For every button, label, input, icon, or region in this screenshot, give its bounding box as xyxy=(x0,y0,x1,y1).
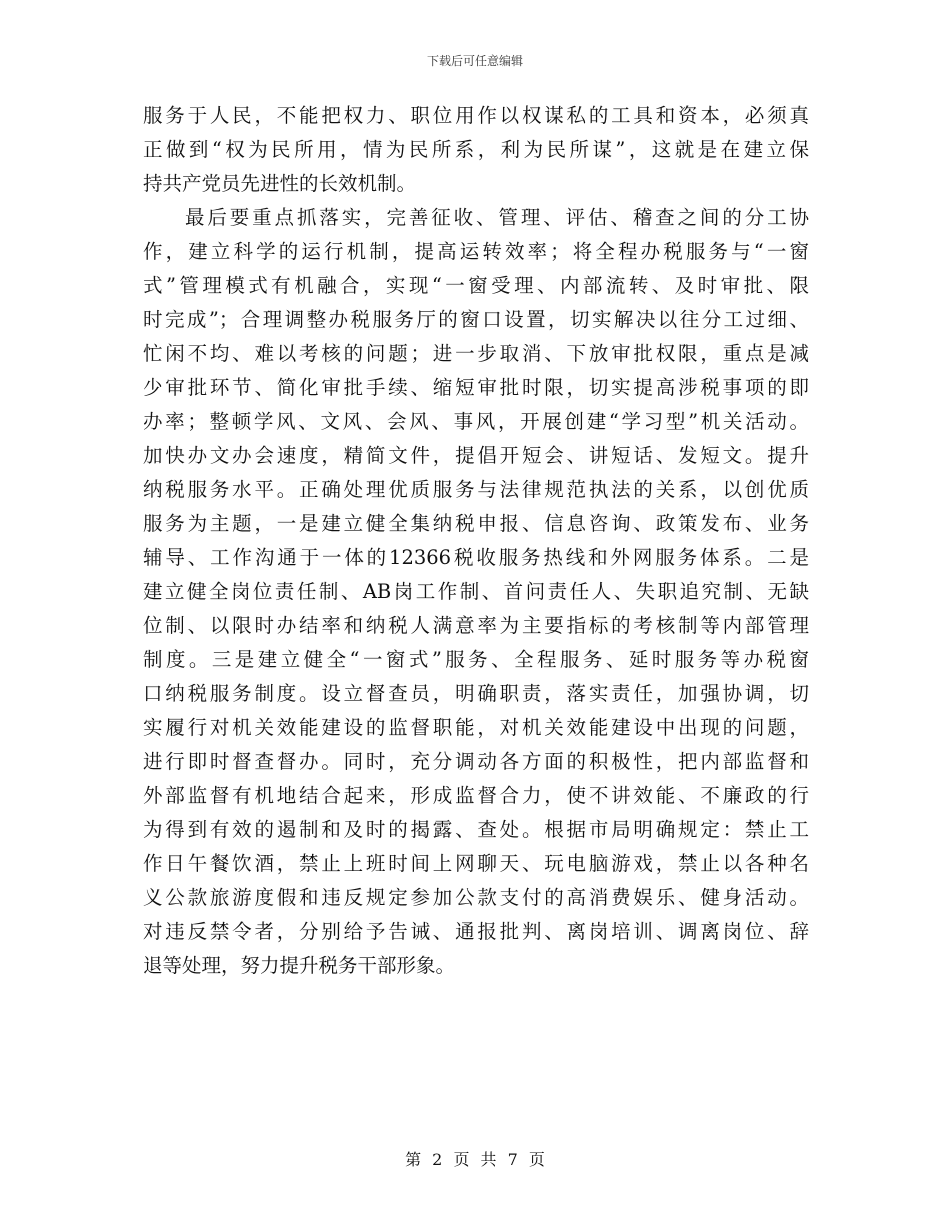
body-line: 少审批环节、简化审批手续、缩短审批时限，切实提高涉税事项的即 xyxy=(143,376,809,399)
body-line: 时完成”；合理调整办税服务厅的窗口设置，切实解决以往分工过细、 xyxy=(143,308,809,331)
body-line: 进行即时督查督办。同时，充分调动各方面的积极性，把内部监督和 xyxy=(143,750,809,773)
body-line: 对违反禁令者，分别给予告诫、通报批判、离岗培训、调离岗位、辞 xyxy=(143,920,809,943)
page-number-footer: 第 2 页 共 7 页 xyxy=(405,1150,545,1169)
body-line: 最后要重点抓落实，完善征收、管理、评估、稽查之间的分工协 xyxy=(185,206,809,229)
body-line: 纳税服务水平。正确处理优质服务与法律规范执法的关系，以创优质 xyxy=(143,478,809,501)
page-header: 下载后可任意编辑 xyxy=(426,54,523,68)
body-line: 口纳税服务制度。设立督查员，明确职责，落实责任，加强协调，切 xyxy=(143,682,809,705)
body-line: 义公款旅游度假和违反规定参加公款支付的高消费娱乐、健身活动。 xyxy=(143,886,809,909)
body-line: 服务于人民，不能把权力、职位用作以权谋私的工具和资本，必须真 xyxy=(143,104,809,127)
body-line: 办率；整顿学风、文风、会风、事风，开展创建“学习型”机关活动。 xyxy=(143,410,809,433)
body-line: 持共产党员先进性的长效机制。 xyxy=(143,172,417,195)
body-line: 退等处理，努力提升税务干部形象。 xyxy=(143,954,456,977)
body-line: 加快办文办会速度，精简文件，提倡开短会、讲短话、发短文。提升 xyxy=(143,444,809,467)
body-line: 辅导、工作沟通于一体的12366税收服务热线和外网服务体系。二是 xyxy=(143,546,809,569)
body-line: 实履行对机关效能建设的监督职能，对机关效能建设中出现的问题， xyxy=(143,716,809,739)
body-line: 忙闲不均、难以考核的问题；进一步取消、下放审批权限，重点是减 xyxy=(143,342,809,365)
body-line: 正做到“权为民所用，情为民所系，利为民所谋”，这就是在建立保 xyxy=(143,138,809,161)
document-body xyxy=(143,99,809,983)
body-line: 式”管理模式有机融合，实现“一窗受理、内部流转、及时审批、限 xyxy=(143,274,809,297)
body-line: 位制、以限时办结率和纳税人满意率为主要指标的考核制等内部管理 xyxy=(143,614,809,637)
body-line: 服务为主题，一是建立健全集纳税申报、信息咨询、政策发布、业务 xyxy=(143,512,809,535)
body-line: 作日午餐饮酒，禁止上班时间上网聊天、玩电脑游戏，禁止以各种名 xyxy=(143,852,809,875)
body-line: 外部监督有机地结合起来，形成监督合力，使不讲效能、不廉政的行 xyxy=(143,784,809,807)
body-line: 为得到有效的遏制和及时的揭露、查处。根据市局明确规定：禁止工 xyxy=(143,818,809,841)
body-line: 建立健全岗位责任制、AB岗工作制、首问责任人、失职追究制、无缺 xyxy=(143,580,809,603)
body-line: 制度。三是建立健全“一窗式”服务、全程服务、延时服务等办税窗 xyxy=(143,648,809,671)
body-line: 作，建立科学的运行机制，提高运转效率；将全程办税服务与“一窗 xyxy=(143,240,809,263)
